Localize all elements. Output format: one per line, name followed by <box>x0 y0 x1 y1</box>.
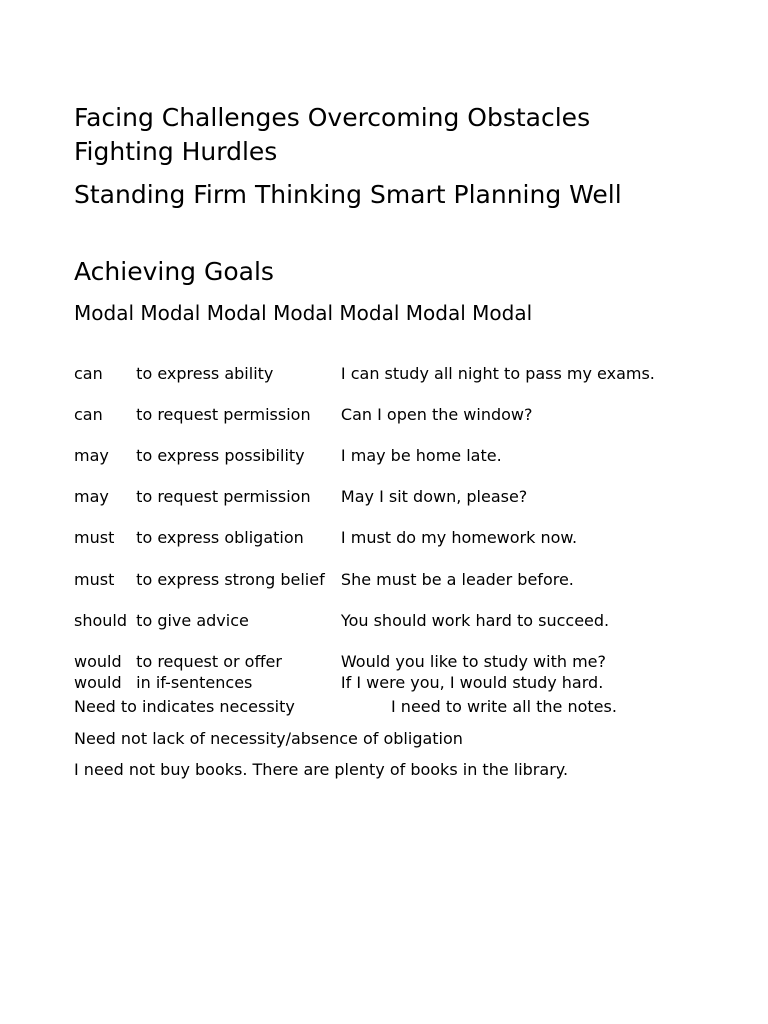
example-cell: If I were you, I would study hard. <box>340 673 604 692</box>
need-to-line <box>74 697 617 717</box>
usage-cell: to request permission <box>136 487 311 506</box>
example-cell: I may be home late. <box>340 446 502 465</box>
example-cell: May I sit down, please? <box>340 487 528 506</box>
modal-cell: may <box>74 446 109 465</box>
heading-achieving-goals: Achieving Goals <box>74 257 274 286</box>
heading-standing-firm: Standing Firm Thinking Smart Planning Well <box>74 180 622 209</box>
table-row <box>74 652 684 673</box>
usage-cell: to express obligation <box>136 528 304 547</box>
usage-cell: to express ability <box>136 364 274 383</box>
modal-cell: would <box>74 673 122 692</box>
table-row <box>74 673 684 694</box>
heading-challenges: Facing Challenges Overcoming Obstacles Fighting Hurdles <box>74 103 591 166</box>
need-not-line: Need not lack of necessity/absence of obligation <box>74 729 463 748</box>
usage-cell: to express strong belief <box>136 570 325 589</box>
need-to-label: Need to indicates necessity <box>74 697 295 716</box>
example-cell: I can study all night to pass my exams. <box>340 364 655 383</box>
need-to-example: I need to write all the notes. <box>391 697 617 716</box>
modal-cell: must <box>74 528 115 547</box>
table-row <box>74 611 684 652</box>
modal-cell: should <box>74 611 128 630</box>
example-cell: You should work hard to succeed. <box>340 611 610 630</box>
usage-cell: to give advice <box>136 611 249 630</box>
modal-cell: would <box>74 652 122 671</box>
usage-cell: to request permission <box>136 405 311 424</box>
modal-cell: can <box>74 364 103 383</box>
modal-cell: must <box>74 570 115 589</box>
modals-table <box>74 364 684 694</box>
usage-cell: to express possibility <box>136 446 305 465</box>
table-row <box>74 446 684 487</box>
table-row <box>74 364 684 405</box>
example-cell: Would you like to study with me? <box>340 652 606 671</box>
need-not-example: I need not buy books. There are plenty of books in the library. <box>74 760 569 779</box>
example-cell: She must be a leader before. <box>340 570 574 589</box>
usage-cell: in if-sentences <box>136 673 253 692</box>
table-row <box>74 405 684 446</box>
table-row <box>74 487 684 528</box>
modal-cell: may <box>74 487 109 506</box>
example-cell: I must do my homework now. <box>340 528 578 547</box>
modal-word-row: Modal Modal Modal Modal Modal Modal Modal <box>74 301 533 325</box>
usage-cell: to request or offer <box>136 652 282 671</box>
modal-cell: can <box>74 405 103 424</box>
table-row <box>74 570 684 611</box>
example-cell: Can I open the window? <box>340 405 533 424</box>
table-row <box>74 528 684 570</box>
